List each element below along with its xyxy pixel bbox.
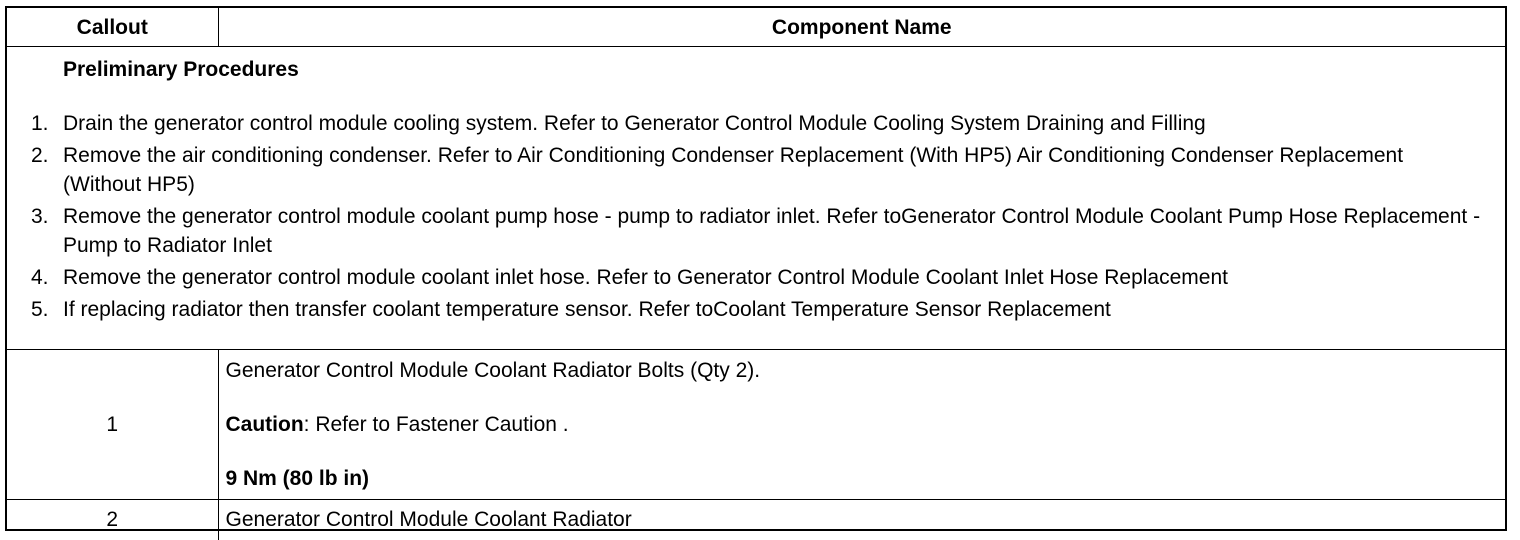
step-number: 3. [31, 205, 49, 228]
step-number: 1. [31, 112, 49, 135]
preliminary-procedures-cell [7, 47, 1505, 350]
caution-line [226, 410, 1500, 439]
component-name-cell: Generator Control Module Coolant Radiator [218, 500, 1505, 540]
component-name-cell [218, 350, 1505, 500]
header-row [7, 8, 1505, 47]
preliminary-title: Preliminary Procedures [63, 58, 299, 81]
table-row [7, 350, 1505, 500]
callout-cell: 1 [7, 350, 218, 500]
step-item [31, 202, 1485, 260]
preliminary-steps-list [31, 109, 1485, 324]
procedure-table [7, 8, 1505, 540]
step-number: 5. [31, 298, 49, 321]
callout-header: Callout [7, 8, 218, 47]
component-name: Generator Control Module Coolant Radiator Bolts (Qty 2). [225, 359, 761, 382]
step-number: 2. [31, 144, 49, 167]
step-item [31, 109, 1485, 138]
step-item [31, 263, 1485, 292]
preliminary-row [7, 47, 1505, 350]
caution-label: Caution [225, 413, 304, 436]
step-text: Remove the air conditioning condenser. Refer to Air Conditioning Condenser Replacement (With HP5) Air Conditioning Condenser Replacement (Without HP5) [63, 144, 1404, 196]
caution-link-text[interactable]: : Refer to Fastener Caution . [303, 413, 569, 436]
step-item [31, 295, 1485, 324]
step-text: If replacing radiator then transfer coolant temperature sensor. Refer toCoolant Temperature Sensor Replacement [63, 298, 1111, 321]
procedure-table-frame [5, 6, 1507, 531]
callout-cell: 2 [7, 500, 218, 540]
step-text: Drain the generator control module cooling system. Refer to Generator Control Module Cooling System Draining and Filling [63, 112, 1206, 135]
table-row [7, 500, 1505, 540]
step-text: Remove the generator control module coolant inlet hose. Refer to Generator Control Module Coolant Inlet Hose Replacement [63, 266, 1228, 289]
component-name-header: Component Name [218, 8, 1505, 47]
step-number: 4. [31, 266, 49, 289]
step-text: Remove the generator control module coolant pump hose - pump to radiator inlet. Refer toGenerator Control Module Coolant Pump Hose Replacement - Pump to Radiator Inlet [63, 205, 1481, 257]
torque-spec: 9 Nm (80 lb in) [225, 467, 370, 490]
step-item [31, 141, 1485, 199]
